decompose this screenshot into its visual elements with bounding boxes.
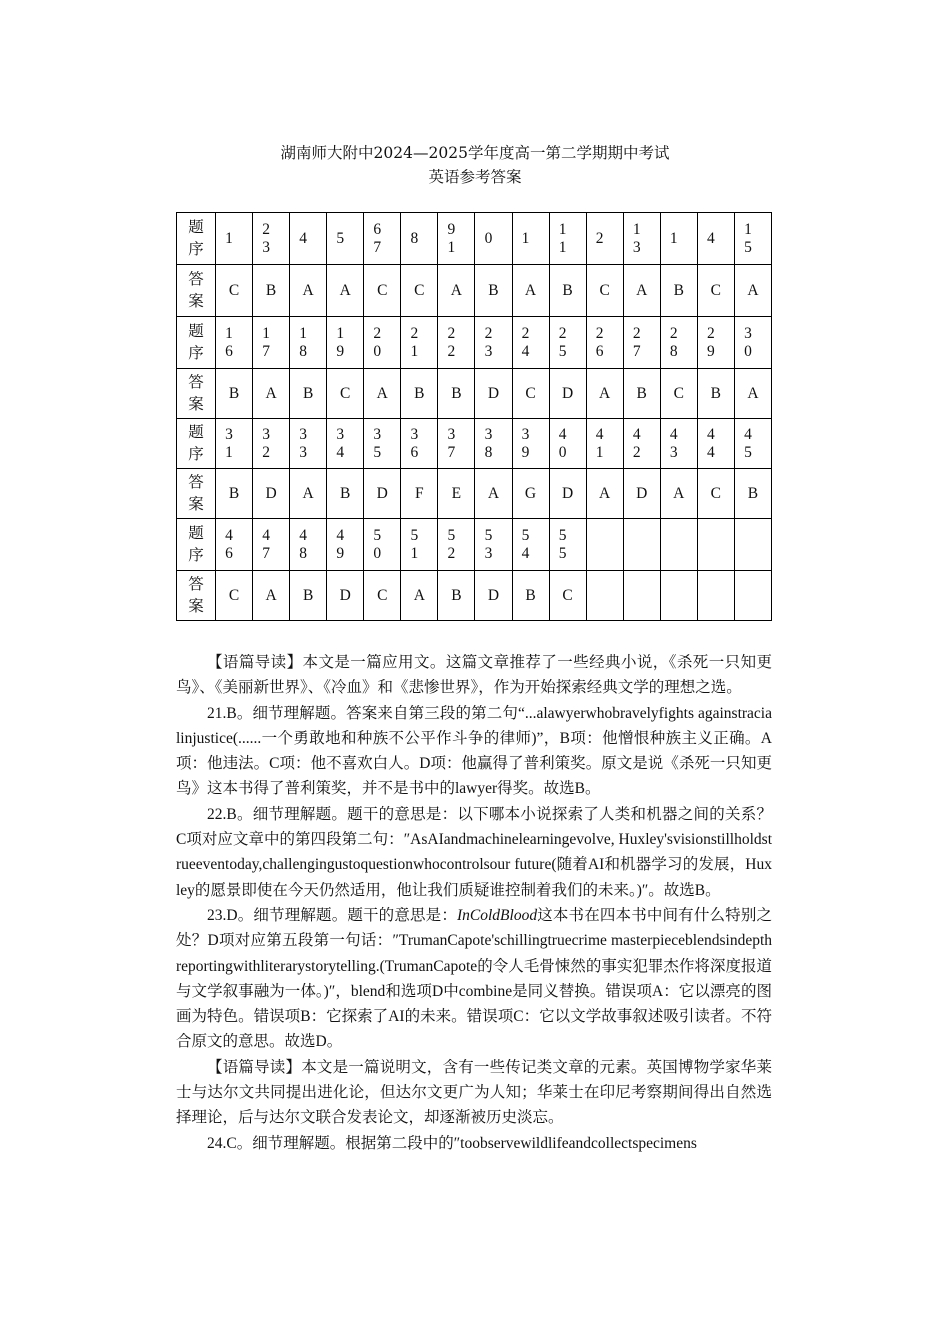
question-number-cell: 5 4 (512, 519, 549, 571)
answer-cell: D (327, 571, 364, 621)
answer-cell: C (697, 469, 734, 519)
answer-cell (697, 571, 734, 621)
row-label-question-number: 题 序 (177, 419, 216, 469)
passage-intro-1: 【语篇导读】本文是一篇应用文。这篇文章推荐了一些经典小说，《杀死一只知更鸟》、《美丽新世界》、《冷血》和《悲惨世界》，作为开始探索经典文学的理想之选。 (176, 654, 772, 697)
question-number-cell: 5 5 (549, 519, 586, 571)
question-number-row (177, 419, 772, 469)
answer-cell: B (549, 265, 586, 317)
answer-row (177, 369, 772, 419)
answer-cell: B (327, 469, 364, 519)
question-number-cell: 2 6 (586, 317, 623, 369)
question-number-cell (734, 519, 771, 571)
question-number-cell: 4 7 (253, 519, 290, 571)
answer-cell: B (623, 369, 660, 419)
question-number-cell: 2 4 (512, 317, 549, 369)
passage-intro-2: 【语篇导读】本文是一篇说明文，含有一些传记类文章的元素。英国博物学家华莱士与达尔文共同提出进化论，但达尔文更广为人知；华莱士在印尼考察期间得出自然选择理论，后与达尔文联合发表论文，却逐渐被历史淡忘。 (176, 1058, 772, 1127)
question-number-cell: 4 3 (660, 419, 697, 469)
answer-cell: D (475, 369, 512, 419)
answer-cell: D (623, 469, 660, 519)
answer-cell: B (290, 571, 327, 621)
answer-cell: C (216, 265, 253, 317)
answer-row (177, 265, 772, 317)
answer-cell: A (438, 265, 475, 317)
question-number-row (177, 317, 772, 369)
question-number-cell: 2 0 (364, 317, 401, 369)
answer-cell: C (364, 571, 401, 621)
answer-table (176, 212, 772, 621)
answer-cell (623, 571, 660, 621)
question-number-cell: 4 8 (290, 519, 327, 571)
answer-cell: B (438, 369, 475, 419)
question-number-cell: 1 (512, 213, 549, 265)
row-label-answer: 答 案 (177, 265, 216, 317)
answer-cell (734, 571, 771, 621)
answer-cell: B (253, 265, 290, 317)
question-number-cell: 5 0 (364, 519, 401, 571)
answer-cell: A (586, 469, 623, 519)
question-number-cell: 3 9 (512, 419, 549, 469)
answer-cell: A (253, 571, 290, 621)
row-label-answer: 答 案 (177, 369, 216, 419)
answer-cell: B (512, 571, 549, 621)
answer-cell: B (401, 369, 438, 419)
answer-row (177, 469, 772, 519)
answer-cell: C (401, 265, 438, 317)
explanation-section (176, 650, 772, 1156)
answer-cell: A (512, 265, 549, 317)
row-label-answer: 答 案 (177, 571, 216, 621)
answer-cell: D (364, 469, 401, 519)
answer-cell: C (549, 571, 586, 621)
answer-cell: G (512, 469, 549, 519)
answer-cell: A (623, 265, 660, 317)
answer-cell (660, 571, 697, 621)
question-number-cell: 2 3 (253, 213, 290, 265)
question-number-cell (586, 519, 623, 571)
question-number-cell: 2 3 (475, 317, 512, 369)
answer-cell: C (216, 571, 253, 621)
answer-cell: F (401, 469, 438, 519)
question-number-cell: 1 1 (549, 213, 586, 265)
answer-cell: A (290, 265, 327, 317)
question-number-cell: 3 8 (475, 419, 512, 469)
answer-cell: C (586, 265, 623, 317)
question-number-cell: 1 6 (216, 317, 253, 369)
question-number-cell: 4 (697, 213, 734, 265)
answer-cell: A (253, 369, 290, 419)
question-number-cell: 4 (290, 213, 327, 265)
answer-cell: D (549, 369, 586, 419)
answer-cell: B (438, 571, 475, 621)
question-number-cell: 2 7 (623, 317, 660, 369)
answer-explanation-23 (176, 903, 772, 1055)
question-number-cell: 0 (475, 213, 512, 265)
answer-cell: C (697, 265, 734, 317)
question-number-cell: 8 (401, 213, 438, 265)
question-number-cell: 3 4 (327, 419, 364, 469)
question-number-cell: 5 1 (401, 519, 438, 571)
explanation-23-part1: 23.D。细节理解题。题干的意思是： (207, 906, 457, 924)
question-number-cell: 2 1 (401, 317, 438, 369)
answer-cell: B (734, 469, 771, 519)
question-number-cell (660, 519, 697, 571)
answer-cell: E (438, 469, 475, 519)
question-number-cell: 4 2 (623, 419, 660, 469)
question-number-cell: 2 (586, 213, 623, 265)
document-title: 湖南师大附中2024—2025学年度高一第二学期期中考试 (280, 144, 670, 162)
question-number-cell: 3 0 (734, 317, 771, 369)
question-number-cell: 4 6 (216, 519, 253, 571)
question-number-cell: 5 2 (438, 519, 475, 571)
question-number-cell: 3 1 (216, 419, 253, 469)
answer-row (177, 571, 772, 621)
answer-cell: C (327, 369, 364, 419)
answer-cell: B (475, 265, 512, 317)
question-number-cell: 1 8 (290, 317, 327, 369)
answer-cell: B (216, 469, 253, 519)
answer-cell: A (734, 369, 771, 419)
question-number-row (177, 213, 772, 265)
row-label-question-number: 题 序 (177, 317, 216, 369)
row-label-question-number: 题 序 (177, 519, 216, 571)
question-number-cell: 2 2 (438, 317, 475, 369)
answer-cell: A (327, 265, 364, 317)
explanation-23-part2: 这本书在四本书中间有什么特别之处？D项对应第五段第一句话：″TrumanCapote'schillingtruecrime masterpieceblendsindepthreportingwithliterarystorytelling.(TrumanCapote的令人毛骨悚然的事实犯罪杰作将深度报道与文学叙事融为一体。)″，blend和选项D中combine是同义替换。错误项A：它以漂亮的图画为特色。错误项B：它探索了AI的未来。错误项C：它以文学故事叙述吸引读者。不符合原文的意思。故选D。 (176, 906, 772, 1051)
answer-explanation-21: 21.B。细节理解题。答案来自第三段的第二句“...alawyerwhobravelyfights againstracialinjustice(......一个勇敢地和种族不公平作斗争的律师)”，B项：他憎恨种族主义正确。A项：他违法。C项：他不喜欢白人。D项：他赢得了普利策奖。原文是说《杀死一只知更鸟》这本书得了普利策奖，并不是书中的lawyer得奖。故选B。 (176, 704, 772, 798)
question-number-cell: 1 3 (623, 213, 660, 265)
answer-cell: A (586, 369, 623, 419)
question-number-cell: 5 3 (475, 519, 512, 571)
answer-cell: D (475, 571, 512, 621)
answer-cell (586, 571, 623, 621)
question-number-cell: 1 (660, 213, 697, 265)
row-label-answer: 答 案 (177, 469, 216, 519)
answer-cell: B (290, 369, 327, 419)
book-title-in-cold-blood: InColdBlood (456, 906, 538, 924)
question-number-cell (623, 519, 660, 571)
answer-cell: D (549, 469, 586, 519)
answer-cell: A (734, 265, 771, 317)
question-number-cell: 9 1 (438, 213, 475, 265)
answer-cell: A (364, 369, 401, 419)
answer-explanation-22: 22.B。细节理解题。题干的意思是：以下哪本小说探索了人类和机器之间的关系？C项对应文章中的第四段第二句：″AsAIandmachinelearningevolve, Huxley'svisionstillholdstrueeventoday,challengingustoquestionwhocontrolsour future(随着AI和机器学习的发展，Huxley的愿景即使在今天仍然适用，他让我们质疑谁控制着我们的未来。)″。故选B。 (176, 805, 772, 899)
answer-cell: A (290, 469, 327, 519)
question-number-cell: 2 9 (697, 317, 734, 369)
question-number-row (177, 519, 772, 571)
answer-cell: C (660, 369, 697, 419)
answer-cell: C (512, 369, 549, 419)
question-number-cell: 3 6 (401, 419, 438, 469)
answer-cell: A (475, 469, 512, 519)
question-number-cell (697, 519, 734, 571)
answer-cell: B (660, 265, 697, 317)
question-number-cell: 3 7 (438, 419, 475, 469)
question-number-cell: 2 5 (549, 317, 586, 369)
question-number-cell: 3 3 (290, 419, 327, 469)
question-number-cell: 6 7 (364, 213, 401, 265)
question-number-cell: 1 5 (734, 213, 771, 265)
question-number-cell: 4 4 (697, 419, 734, 469)
answer-explanation-24: 24.C。细节理解题。根据第二段中的″toobservewildlifeandcollectspecimens (207, 1134, 697, 1152)
question-number-cell: 1 7 (253, 317, 290, 369)
document-subtitle: 英语参考答案 (428, 168, 522, 186)
answer-cell: D (253, 469, 290, 519)
question-number-cell: 2 8 (660, 317, 697, 369)
answer-cell: A (401, 571, 438, 621)
question-number-cell: 3 2 (253, 419, 290, 469)
question-number-cell: 4 0 (549, 419, 586, 469)
answer-cell: C (364, 265, 401, 317)
row-label-question-number: 题 序 (177, 213, 216, 265)
question-number-cell: 1 9 (327, 317, 364, 369)
question-number-cell: 4 5 (734, 419, 771, 469)
answer-cell: B (697, 369, 734, 419)
question-number-cell: 3 5 (364, 419, 401, 469)
question-number-cell: 4 1 (586, 419, 623, 469)
question-number-cell: 4 9 (327, 519, 364, 571)
answer-cell: B (216, 369, 253, 419)
answer-cell: A (660, 469, 697, 519)
question-number-cell: 5 (327, 213, 364, 265)
question-number-cell: 1 (216, 213, 253, 265)
